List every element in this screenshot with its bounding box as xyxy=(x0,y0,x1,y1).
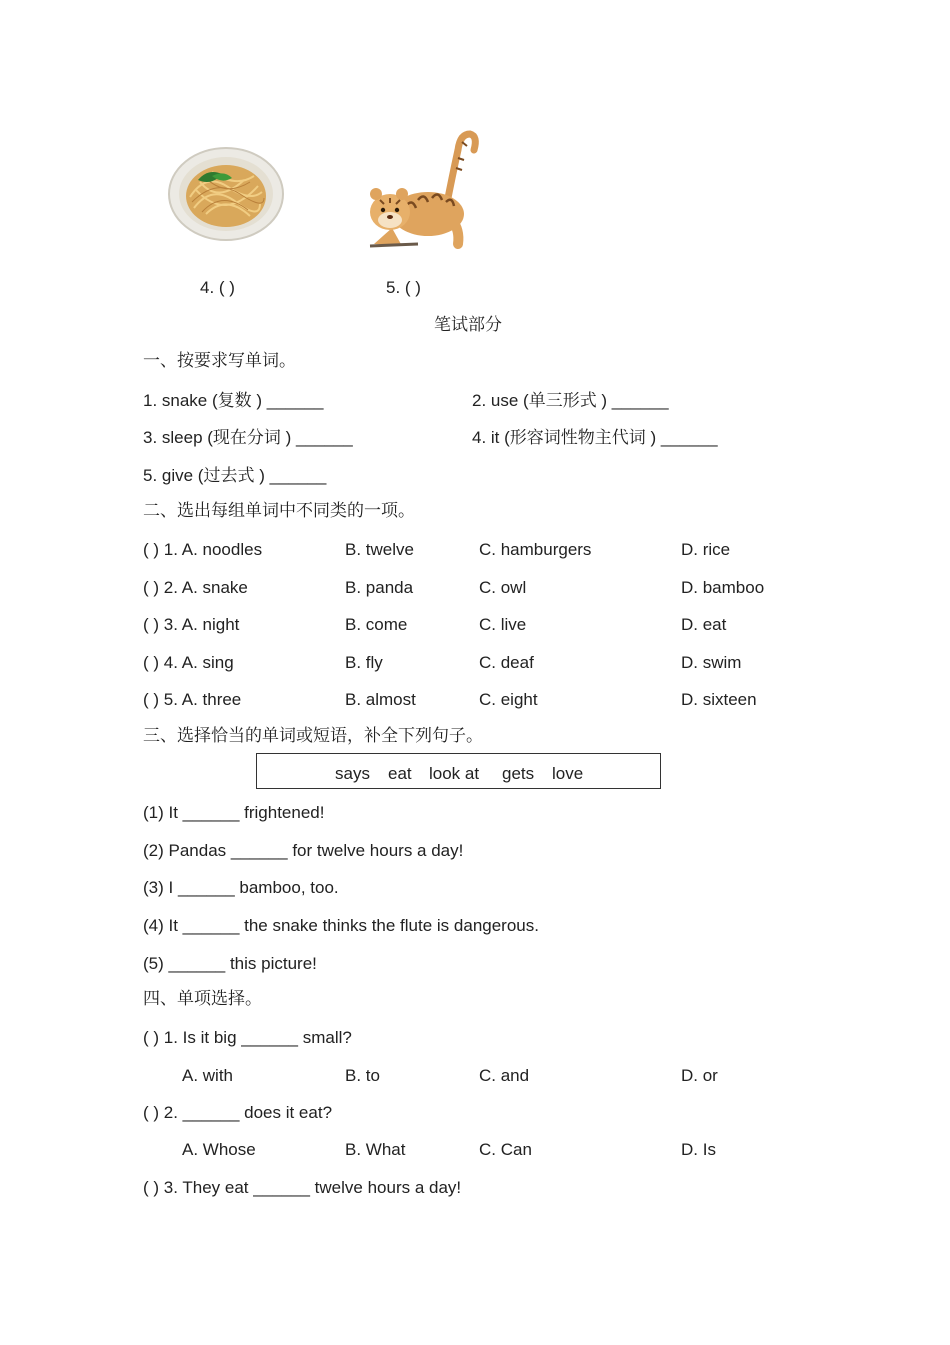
part4-q1-d: D. or xyxy=(681,1066,718,1085)
part2-q1-d: D. rice xyxy=(681,540,731,559)
part1-item-1[interactable]: 1. snake (复数 ) ______ xyxy=(143,391,324,410)
part2-q3-c: C. live xyxy=(479,615,527,634)
part2-q2-d: D. bamboo xyxy=(681,578,765,597)
part4-q1-b: B. to xyxy=(345,1066,380,1085)
part4-q1-c: C. and xyxy=(479,1066,530,1085)
noodles-plate-image xyxy=(166,142,286,242)
part2-q5[interactable]: ( ) 5. A. three xyxy=(143,690,242,709)
part2-q1-c: C. hamburgers xyxy=(479,540,592,559)
part4-q1-a: A. with xyxy=(182,1066,234,1085)
word-bank-word: eat xyxy=(388,764,412,783)
part4-q3[interactable]: ( ) 3. They eat ______ twelve hours a day! xyxy=(143,1178,462,1197)
picture-4-answer[interactable]: 4. ( ) xyxy=(200,278,235,297)
part4-q2-a: A. Whose xyxy=(182,1140,256,1159)
part4-heading: 四、单项选择。 xyxy=(143,989,262,1008)
part3-sentence-4[interactable]: (4) It ______ the snake thinks the flute is dangerous. xyxy=(143,916,539,935)
part4-q2-d: D. Is xyxy=(681,1140,716,1159)
part4-q2[interactable]: ( ) 2. ______ does it eat? xyxy=(143,1103,333,1122)
part2-q3-d: D. eat xyxy=(681,615,727,634)
part4-q1[interactable]: ( ) 1. Is it big ______ small? xyxy=(143,1028,352,1047)
part2-heading: 二、选出每组单词中不同类的一项。 xyxy=(143,501,415,520)
part4-q2-b: B. What xyxy=(345,1140,406,1159)
part1-item-2[interactable]: 2. use (单三形式 ) ______ xyxy=(472,391,669,410)
part3-heading: 三、选择恰当的单词或短语，补全下列句子。 xyxy=(143,726,483,745)
part2-q4-b: B. fly xyxy=(345,653,383,672)
part1-heading: 一、按要求写单词。 xyxy=(143,351,296,370)
section-title: 笔试部分 xyxy=(434,315,502,334)
part2-q5-d: D. sixteen xyxy=(681,690,757,709)
part3-sentence-5[interactable]: (5) ______ this picture! xyxy=(143,954,317,973)
part2-q2-c: C. owl xyxy=(479,578,527,597)
word-bank-word: look at xyxy=(429,764,480,783)
part4-q2-c: C. Can xyxy=(479,1140,532,1159)
word-bank-box xyxy=(256,753,661,789)
part2-q4-c: C. deaf xyxy=(479,653,534,672)
part2-q4-d: D. swim xyxy=(681,653,742,672)
part2-q1-b: B. twelve xyxy=(345,540,414,559)
tiger-cub-image xyxy=(362,128,484,256)
part3-sentence-2[interactable]: (2) Pandas ______ for twelve hours a day! xyxy=(143,841,464,860)
part2-q2-b: B. panda xyxy=(345,578,414,597)
part1-item-4[interactable]: 4. it (形容词性物主代词 ) ______ xyxy=(472,428,718,447)
word-bank-word: says xyxy=(335,764,370,783)
word-bank-word: gets xyxy=(502,764,535,783)
part2-q3-b: B. come xyxy=(345,615,408,634)
picture-5-answer[interactable]: 5. ( ) xyxy=(386,278,421,297)
part1-item-3[interactable]: 3. sleep (现在分词 ) ______ xyxy=(143,428,353,447)
part2-q2[interactable]: ( ) 2. A. snake xyxy=(143,578,248,597)
part2-q4[interactable]: ( ) 4. A. sing xyxy=(143,653,234,672)
part2-q5-b: B. almost xyxy=(345,690,416,709)
part1-item-5[interactable]: 5. give (过去式 ) ______ xyxy=(143,466,327,485)
part3-sentence-3[interactable]: (3) I ______ bamboo, too. xyxy=(143,878,339,897)
part2-q1[interactable]: ( ) 1. A. noodles xyxy=(143,540,263,559)
part2-q3[interactable]: ( ) 3. A. night xyxy=(143,615,240,634)
part3-sentence-1[interactable]: (1) It ______ frightened! xyxy=(143,803,325,822)
part2-q5-c: C. eight xyxy=(479,690,538,709)
word-bank-word: love xyxy=(552,764,584,783)
